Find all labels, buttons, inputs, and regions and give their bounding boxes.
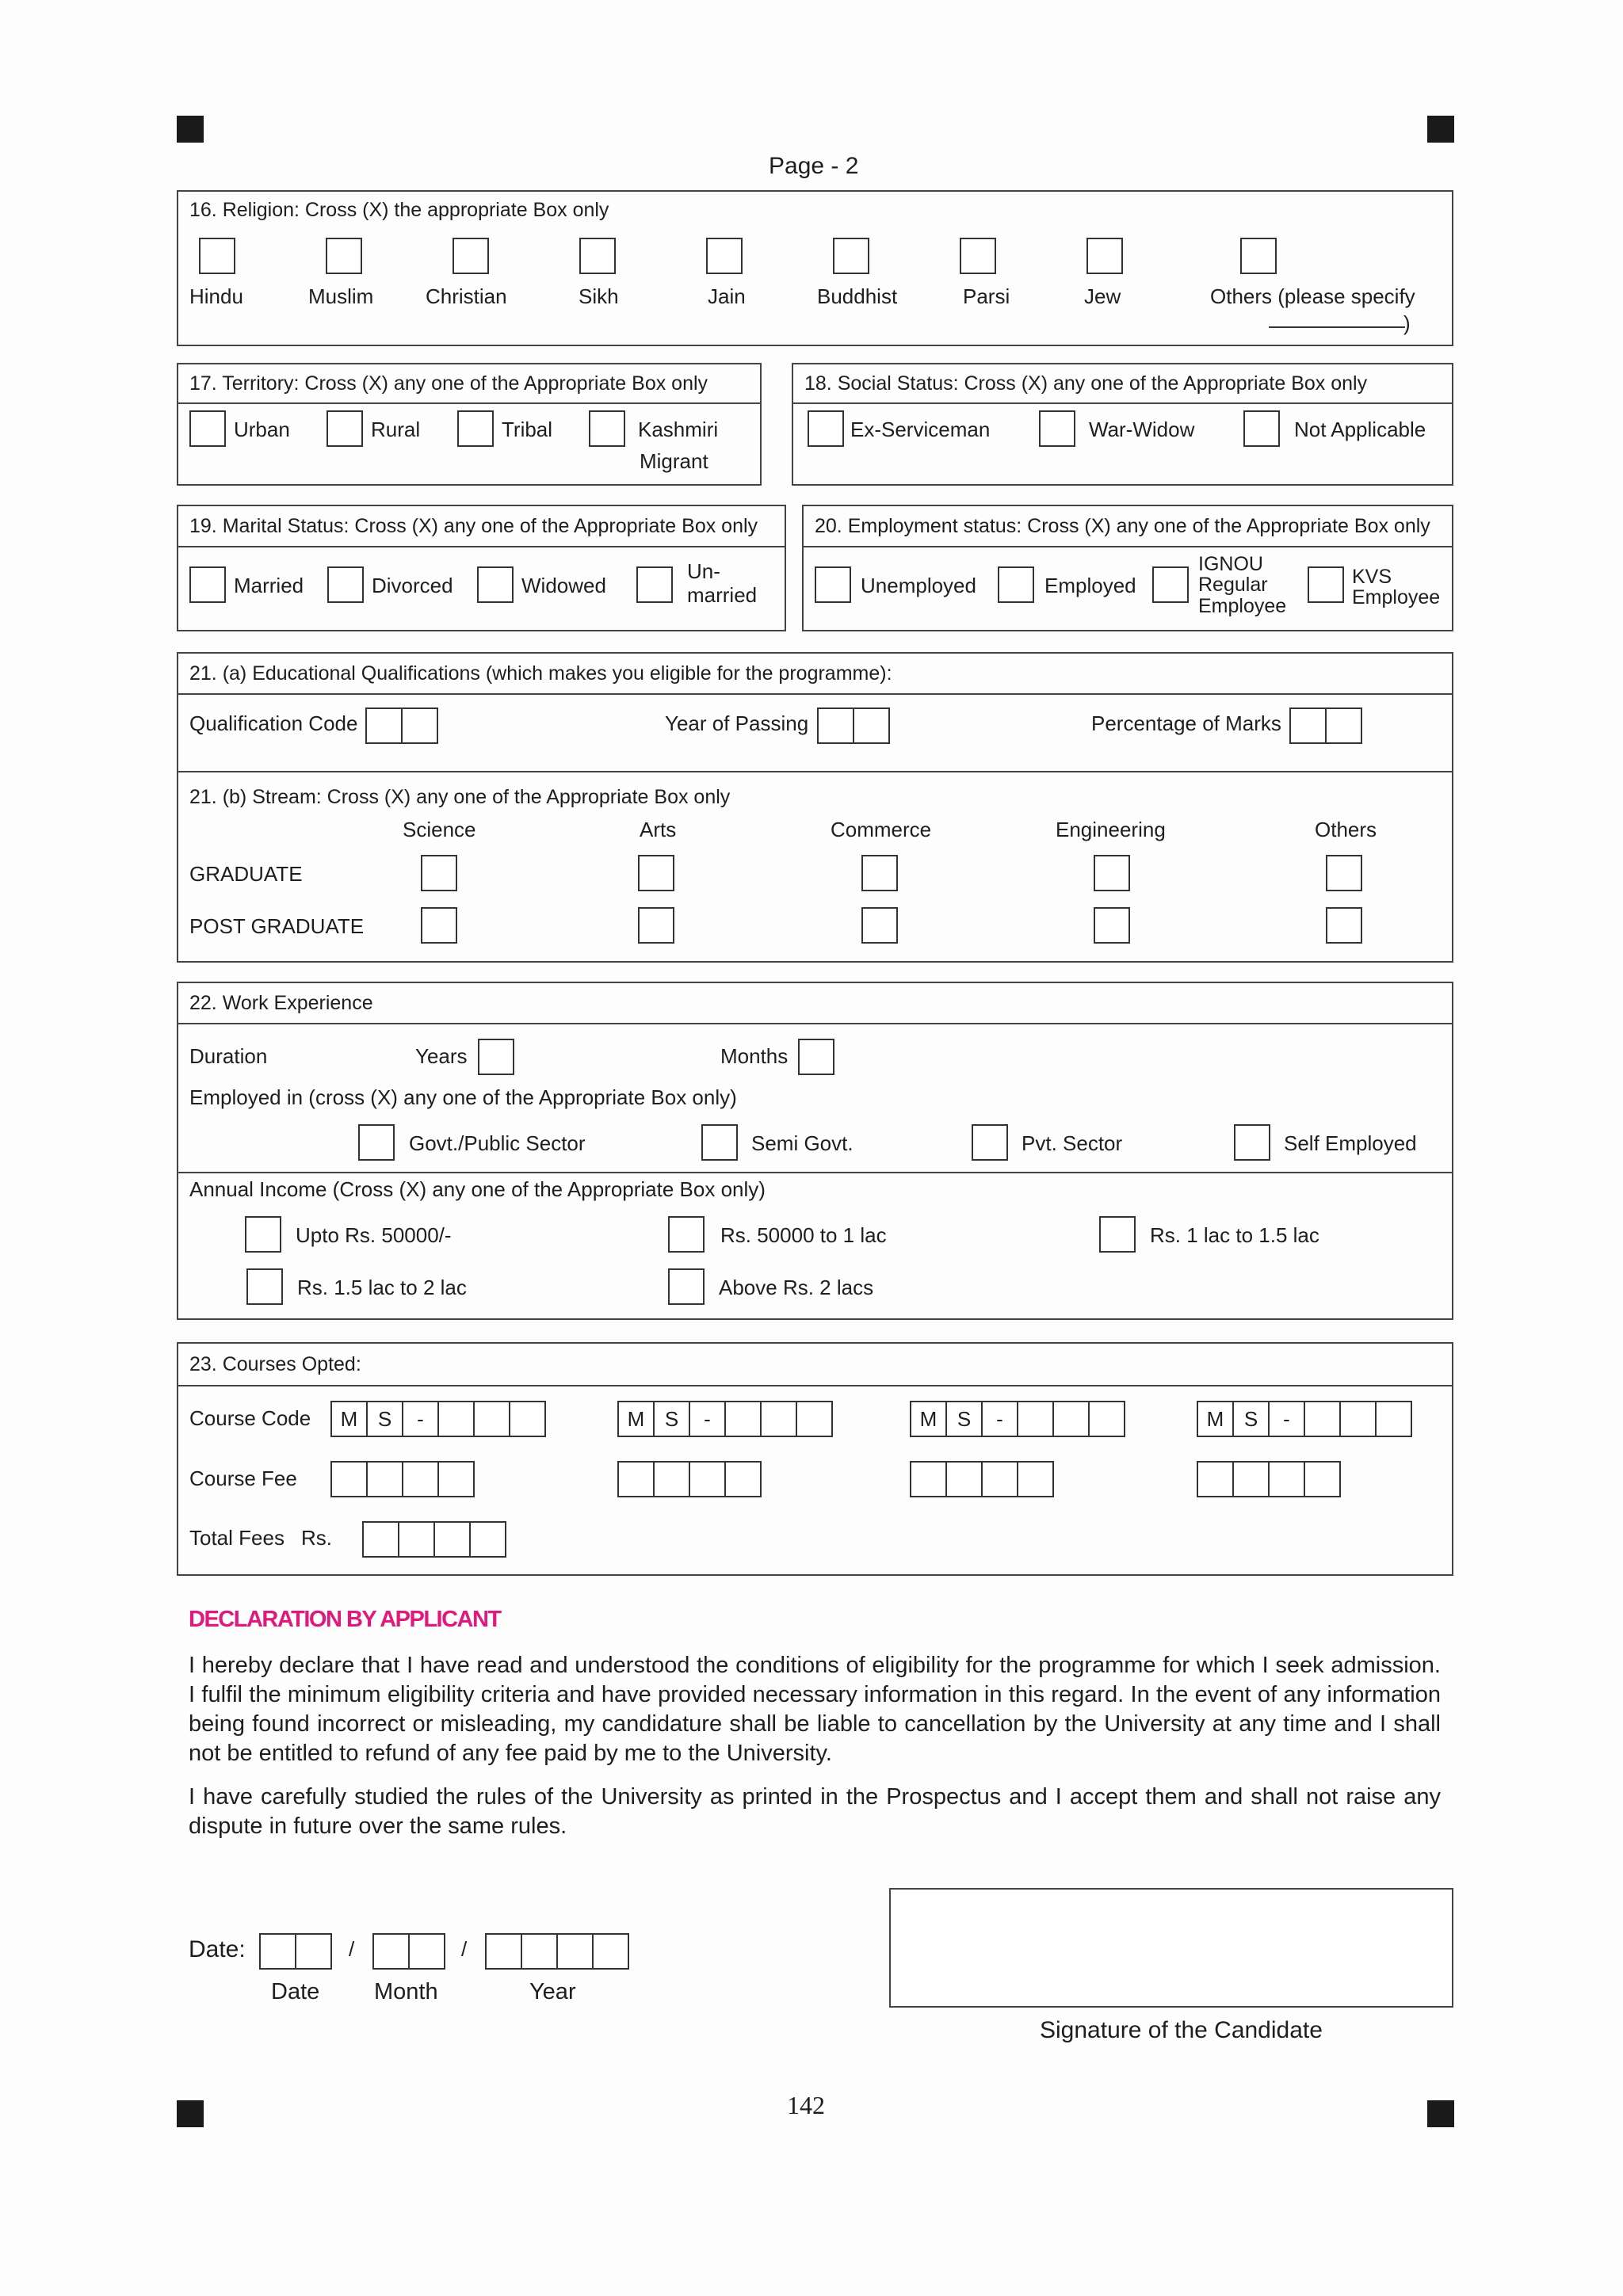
income-upto-50000-checkbox[interactable] [245, 1216, 281, 1253]
religion-sikh-checkbox[interactable] [579, 238, 616, 274]
religion-others-specify-line[interactable] [1269, 326, 1405, 328]
territory-label: Rural [371, 418, 421, 441]
course-code-prefix: - [1268, 1401, 1305, 1437]
date-day-digit[interactable] [295, 1933, 332, 1970]
date-year-digit[interactable] [556, 1933, 594, 1970]
percentage-digit[interactable] [1325, 707, 1362, 744]
employed-in-label: Employed in (cross (X) any one of the Appropriate Box only) [189, 1085, 737, 1109]
employment-employed-checkbox[interactable] [998, 566, 1034, 603]
section-marital-status [177, 505, 786, 631]
course-fee-3[interactable] [910, 1461, 1054, 1497]
section-social-status [792, 363, 1453, 486]
religion-label: Sikh [579, 284, 619, 308]
course-fee-digit[interactable] [437, 1461, 475, 1497]
course-fee-digit[interactable] [653, 1461, 690, 1497]
qualification-code-digit[interactable] [365, 707, 403, 744]
course-code-prefix: S [945, 1401, 983, 1437]
religion-label: Others (please specify [1210, 284, 1415, 308]
marital-status-title: 19. Marital Status: Cross (X) any one of the Appropriate Box only [178, 506, 785, 547]
graduate-arts-checkbox[interactable] [638, 855, 674, 891]
marital-label: Un- [687, 559, 720, 583]
social-status-label: Ex-Serviceman [850, 418, 991, 441]
declaration-paragraph-2: I have carefully studied the rules of the University as printed in the Prospectus and I accept them and shall not raise any dispute in future over the same rules. [189, 1784, 1441, 1839]
months-label: Months [720, 1044, 789, 1068]
income-1-5-to-2lac-checkbox[interactable] [246, 1268, 283, 1305]
income-1-to-1-5lac-checkbox[interactable] [1099, 1216, 1136, 1253]
income-50000-to-1lac-checkbox[interactable] [668, 1216, 705, 1253]
course-fee-digit[interactable] [1304, 1461, 1341, 1497]
stream-column-label: Science [403, 818, 476, 841]
course-fee-2[interactable] [617, 1461, 762, 1497]
year-of-passing-digit[interactable] [817, 707, 854, 744]
date-sub-label: Year [529, 1979, 576, 2004]
religion-label: Muslim [308, 284, 374, 308]
year-of-passing-digit[interactable] [853, 707, 890, 744]
stream-column-label: Others [1315, 818, 1377, 841]
stream-row-label: GRADUATE [189, 862, 303, 886]
course-code-digit[interactable] [1339, 1401, 1377, 1437]
stream-column-label: Arts [640, 818, 677, 841]
percentage-digit[interactable] [1289, 707, 1327, 744]
total-fees-rs-label: Rs. [301, 1526, 332, 1550]
course-code-digit[interactable] [796, 1401, 833, 1437]
section-territory [177, 363, 762, 486]
employment-ignou-employee-checkbox[interactable] [1152, 566, 1189, 603]
employment-kvs-employee-checkbox[interactable] [1308, 566, 1344, 603]
territory-label: Urban [234, 418, 290, 441]
course-code-prefix: - [689, 1401, 726, 1437]
course-code-prefix: S [1232, 1401, 1270, 1437]
religion-label: Jain [708, 284, 746, 308]
total-fees-digit[interactable] [469, 1521, 506, 1558]
social-war-widow-checkbox[interactable] [1039, 410, 1075, 447]
territory-tribal-checkbox[interactable] [457, 410, 494, 447]
graduate-others-checkbox[interactable] [1326, 855, 1362, 891]
course-code-digit[interactable] [1052, 1401, 1090, 1437]
employment-label: Employee [1198, 595, 1287, 617]
date-year-digit[interactable] [485, 1933, 522, 1970]
total-fees-label: Total Fees [189, 1526, 285, 1550]
signature-label: Signature of the Candidate [1040, 2017, 1323, 2043]
territory-urban-checkbox[interactable] [189, 410, 226, 447]
course-code-digit[interactable] [1088, 1401, 1125, 1437]
date-separator: / [349, 1937, 355, 1961]
registration-mark-bottom-right [1427, 2100, 1454, 2127]
stream-row-label: POST GRADUATE [189, 914, 365, 938]
course-code-prefix: M [910, 1401, 947, 1437]
date-month-boxes[interactable] [372, 1933, 445, 1970]
religion-buddhist-checkbox[interactable] [833, 238, 869, 274]
sector-label: Self Employed [1284, 1131, 1417, 1155]
postgraduate-science-checkbox[interactable] [421, 907, 457, 944]
postgraduate-commerce-checkbox[interactable] [861, 907, 898, 944]
territory-kashmiri-migrant-checkbox[interactable] [589, 410, 625, 447]
sector-label: Pvt. Sector [1022, 1131, 1123, 1155]
territory-label: Tribal [502, 418, 553, 441]
marital-label: married [687, 583, 758, 607]
course-fee-digit[interactable] [330, 1461, 368, 1497]
section-work-experience [177, 982, 1453, 1320]
course-fee-digit[interactable] [689, 1461, 726, 1497]
income-label: Upto Rs. 50000/- [296, 1223, 452, 1247]
registration-mark-bottom-left [177, 2100, 204, 2127]
signature-box[interactable] [889, 1888, 1453, 2008]
religion-hindu-checkbox[interactable] [199, 238, 235, 274]
territory-label: Migrant [640, 449, 708, 473]
education-title: 21. (a) Educational Qualifications (which makes you eligible for the programme): [178, 654, 1452, 695]
qualification-code-digit[interactable] [401, 707, 438, 744]
section-employment-status [802, 505, 1453, 631]
work-experience-title: 22. Work Experience [178, 983, 1452, 1024]
education-divider [178, 771, 1452, 772]
social-status-label: War-Widow [1089, 418, 1195, 441]
page-header: Page - 2 [769, 153, 859, 179]
course-code-3[interactable] [910, 1401, 1125, 1437]
employment-unemployed-checkbox[interactable] [815, 566, 851, 603]
section-education [177, 652, 1453, 963]
registration-mark-top-left [177, 116, 204, 143]
course-fee-digit[interactable] [981, 1461, 1018, 1497]
religion-jain-checkbox[interactable] [706, 238, 743, 274]
income-above-2lac-checkbox[interactable] [668, 1268, 705, 1305]
course-fee-4[interactable] [1197, 1461, 1341, 1497]
sector-semi-govt-checkbox[interactable] [701, 1124, 738, 1161]
course-code-2[interactable] [617, 1401, 833, 1437]
religion-label: Parsi [963, 284, 1010, 308]
marital-divorced-checkbox[interactable] [327, 566, 364, 603]
religion-specify-tail: ) [1403, 311, 1411, 335]
declaration-paragraph-1: I hereby declare that I have read and understood the conditions of eligibility for the programme for which I seek admission. I fulfil the minimum eligibility criteria and have provided necessary information in this regard. In the event of any information being found incorrect or misleading, my candidature shall be liable to cancellation by the University at any time and I shall not be entitled to refund of any fee paid by me to the University. [189, 1653, 1441, 1766]
graduate-science-checkbox[interactable] [421, 855, 457, 891]
social-status-title: 18. Social Status: Cross (X) any one of the Appropriate Box only [793, 364, 1452, 404]
date-year-digit[interactable] [521, 1933, 558, 1970]
religion-label: Buddhist [817, 284, 898, 308]
year-of-passing-label: Year of Passing [665, 711, 809, 735]
year-of-passing-boxes[interactable] [817, 707, 890, 744]
social-not-applicable-checkbox[interactable] [1243, 410, 1280, 447]
course-code-1[interactable] [330, 1401, 546, 1437]
sector-self-employed-checkbox[interactable] [1234, 1124, 1270, 1161]
religion-label: Christian [426, 284, 507, 308]
course-fee-digit[interactable] [402, 1461, 439, 1497]
religion-muslim-checkbox[interactable] [326, 238, 362, 274]
course-code-digit[interactable] [1375, 1401, 1412, 1437]
employment-label: Employee [1352, 586, 1441, 608]
date-sub-label: Date [271, 1979, 320, 2004]
income-label: Rs. 50000 to 1 lac [720, 1223, 887, 1247]
date-day-digit[interactable] [259, 1933, 296, 1970]
marital-label: Divorced [372, 574, 453, 597]
course-fee-digit[interactable] [366, 1461, 403, 1497]
course-fee-digit[interactable] [910, 1461, 947, 1497]
income-label: Rs. 1 lac to 1.5 lac [1150, 1223, 1319, 1247]
postgraduate-engineering-checkbox[interactable] [1094, 907, 1130, 944]
employment-label: IGNOU [1198, 553, 1263, 575]
course-fee-label: Course Fee [189, 1466, 297, 1490]
course-code-prefix: - [981, 1401, 1018, 1437]
course-code-digit[interactable] [1017, 1401, 1054, 1437]
employment-label: KVS [1352, 566, 1392, 588]
course-code-prefix: M [617, 1401, 655, 1437]
postgraduate-others-checkbox[interactable] [1326, 907, 1362, 944]
course-code-prefix: - [402, 1401, 439, 1437]
date-sub-label: Month [374, 1979, 438, 2004]
duration-label: Duration [189, 1044, 268, 1068]
course-code-prefix: M [330, 1401, 368, 1437]
registration-mark-top-right [1427, 116, 1454, 143]
course-fee-digit[interactable] [724, 1461, 762, 1497]
marital-label: Widowed [521, 574, 606, 597]
section-religion [177, 190, 1453, 346]
course-code-digit[interactable] [760, 1401, 797, 1437]
course-code-digit[interactable] [473, 1401, 510, 1437]
sector-govt-checkbox[interactable] [358, 1124, 395, 1161]
months-input-box[interactable] [798, 1039, 834, 1075]
course-code-digit[interactable] [724, 1401, 762, 1437]
total-fees-digit[interactable] [433, 1521, 471, 1558]
employment-label: Unemployed [861, 574, 976, 597]
page-number: 142 [787, 2091, 825, 2119]
territory-label: Kashmiri [638, 418, 719, 441]
date-month-digit[interactable] [372, 1933, 410, 1970]
stream-column-label: Engineering [1056, 818, 1166, 841]
graduate-engineering-checkbox[interactable] [1094, 855, 1130, 891]
marital-label: Married [234, 574, 304, 597]
sector-label: Govt./Public Sector [409, 1131, 586, 1155]
course-code-prefix: M [1197, 1401, 1234, 1437]
employment-status-title: 20. Employment status: Cross (X) any one of the Appropriate Box only [804, 506, 1452, 547]
course-fee-digit[interactable] [1232, 1461, 1270, 1497]
years-input-box[interactable] [478, 1039, 514, 1075]
total-fees-digit[interactable] [362, 1521, 399, 1558]
territory-rural-checkbox[interactable] [327, 410, 363, 447]
religion-christian-checkbox[interactable] [453, 238, 489, 274]
percentage-label: Percentage of Marks [1091, 711, 1281, 735]
course-code-4[interactable] [1197, 1401, 1412, 1437]
qualification-code-boxes[interactable] [365, 707, 438, 744]
course-fee-digit[interactable] [945, 1461, 983, 1497]
sector-pvt-checkbox[interactable] [972, 1124, 1008, 1161]
work-experience-divider [178, 1172, 1452, 1173]
territory-title: 17. Territory: Cross (X) any one of the Appropriate Box only [178, 364, 760, 404]
course-code-label: Course Code [189, 1406, 311, 1430]
social-status-label: Not Applicable [1294, 418, 1426, 441]
sector-label: Semi Govt. [751, 1131, 854, 1155]
section-courses [177, 1342, 1453, 1576]
date-year-digit[interactable] [592, 1933, 629, 1970]
percentage-boxes[interactable] [1289, 707, 1362, 744]
course-code-prefix: S [366, 1401, 403, 1437]
religion-others-checkbox[interactable] [1240, 238, 1277, 274]
annual-income-title: Annual Income (Cross (X) any one of the Appropriate Box only) [189, 1177, 766, 1201]
date-year-boxes[interactable] [485, 1933, 629, 1970]
course-code-prefix: S [653, 1401, 690, 1437]
total-fees-digit[interactable] [398, 1521, 435, 1558]
date-month-digit[interactable] [408, 1933, 445, 1970]
marital-unmarried-checkbox[interactable] [636, 566, 673, 603]
date-day-boxes[interactable] [259, 1933, 332, 1970]
marital-married-checkbox[interactable] [189, 566, 226, 603]
date-separator: / [461, 1937, 468, 1961]
course-code-digit[interactable] [1304, 1401, 1341, 1437]
religion-label: Hindu [189, 284, 243, 308]
stream-title: 21. (b) Stream: Cross (X) any one of the Appropriate Box only [189, 786, 731, 808]
course-fee-1[interactable] [330, 1461, 475, 1497]
course-fee-digit[interactable] [1197, 1461, 1234, 1497]
declaration-title: DECLARATION BY APPLICANT [189, 1607, 501, 1632]
marital-widowed-checkbox[interactable] [477, 566, 514, 603]
religion-jew-checkbox[interactable] [1086, 238, 1123, 274]
date-label: Date: [189, 1936, 246, 1962]
years-label: Years [415, 1044, 468, 1068]
course-fee-digit[interactable] [1268, 1461, 1305, 1497]
social-ex-serviceman-checkbox[interactable] [808, 410, 844, 447]
courses-title: 23. Courses Opted: [178, 1344, 1452, 1386]
religion-label: Jew [1084, 284, 1121, 308]
postgraduate-arts-checkbox[interactable] [638, 907, 674, 944]
income-label: Rs. 1.5 lac to 2 lac [297, 1276, 467, 1299]
religion-parsi-checkbox[interactable] [960, 238, 996, 274]
income-label: Above Rs. 2 lacs [719, 1276, 874, 1299]
course-fee-digit[interactable] [617, 1461, 655, 1497]
course-fee-digit[interactable] [1017, 1461, 1054, 1497]
course-code-digit[interactable] [509, 1401, 546, 1437]
total-fees-boxes[interactable] [362, 1521, 506, 1558]
qualification-code-label: Qualification Code [189, 711, 358, 735]
employment-label: Regular [1198, 574, 1268, 596]
course-code-digit[interactable] [437, 1401, 475, 1437]
employment-label: Employed [1044, 574, 1136, 597]
religion-title: 16. Religion: Cross (X) the appropriate Box only [189, 199, 609, 221]
graduate-commerce-checkbox[interactable] [861, 855, 898, 891]
stream-column-label: Commerce [831, 818, 932, 841]
